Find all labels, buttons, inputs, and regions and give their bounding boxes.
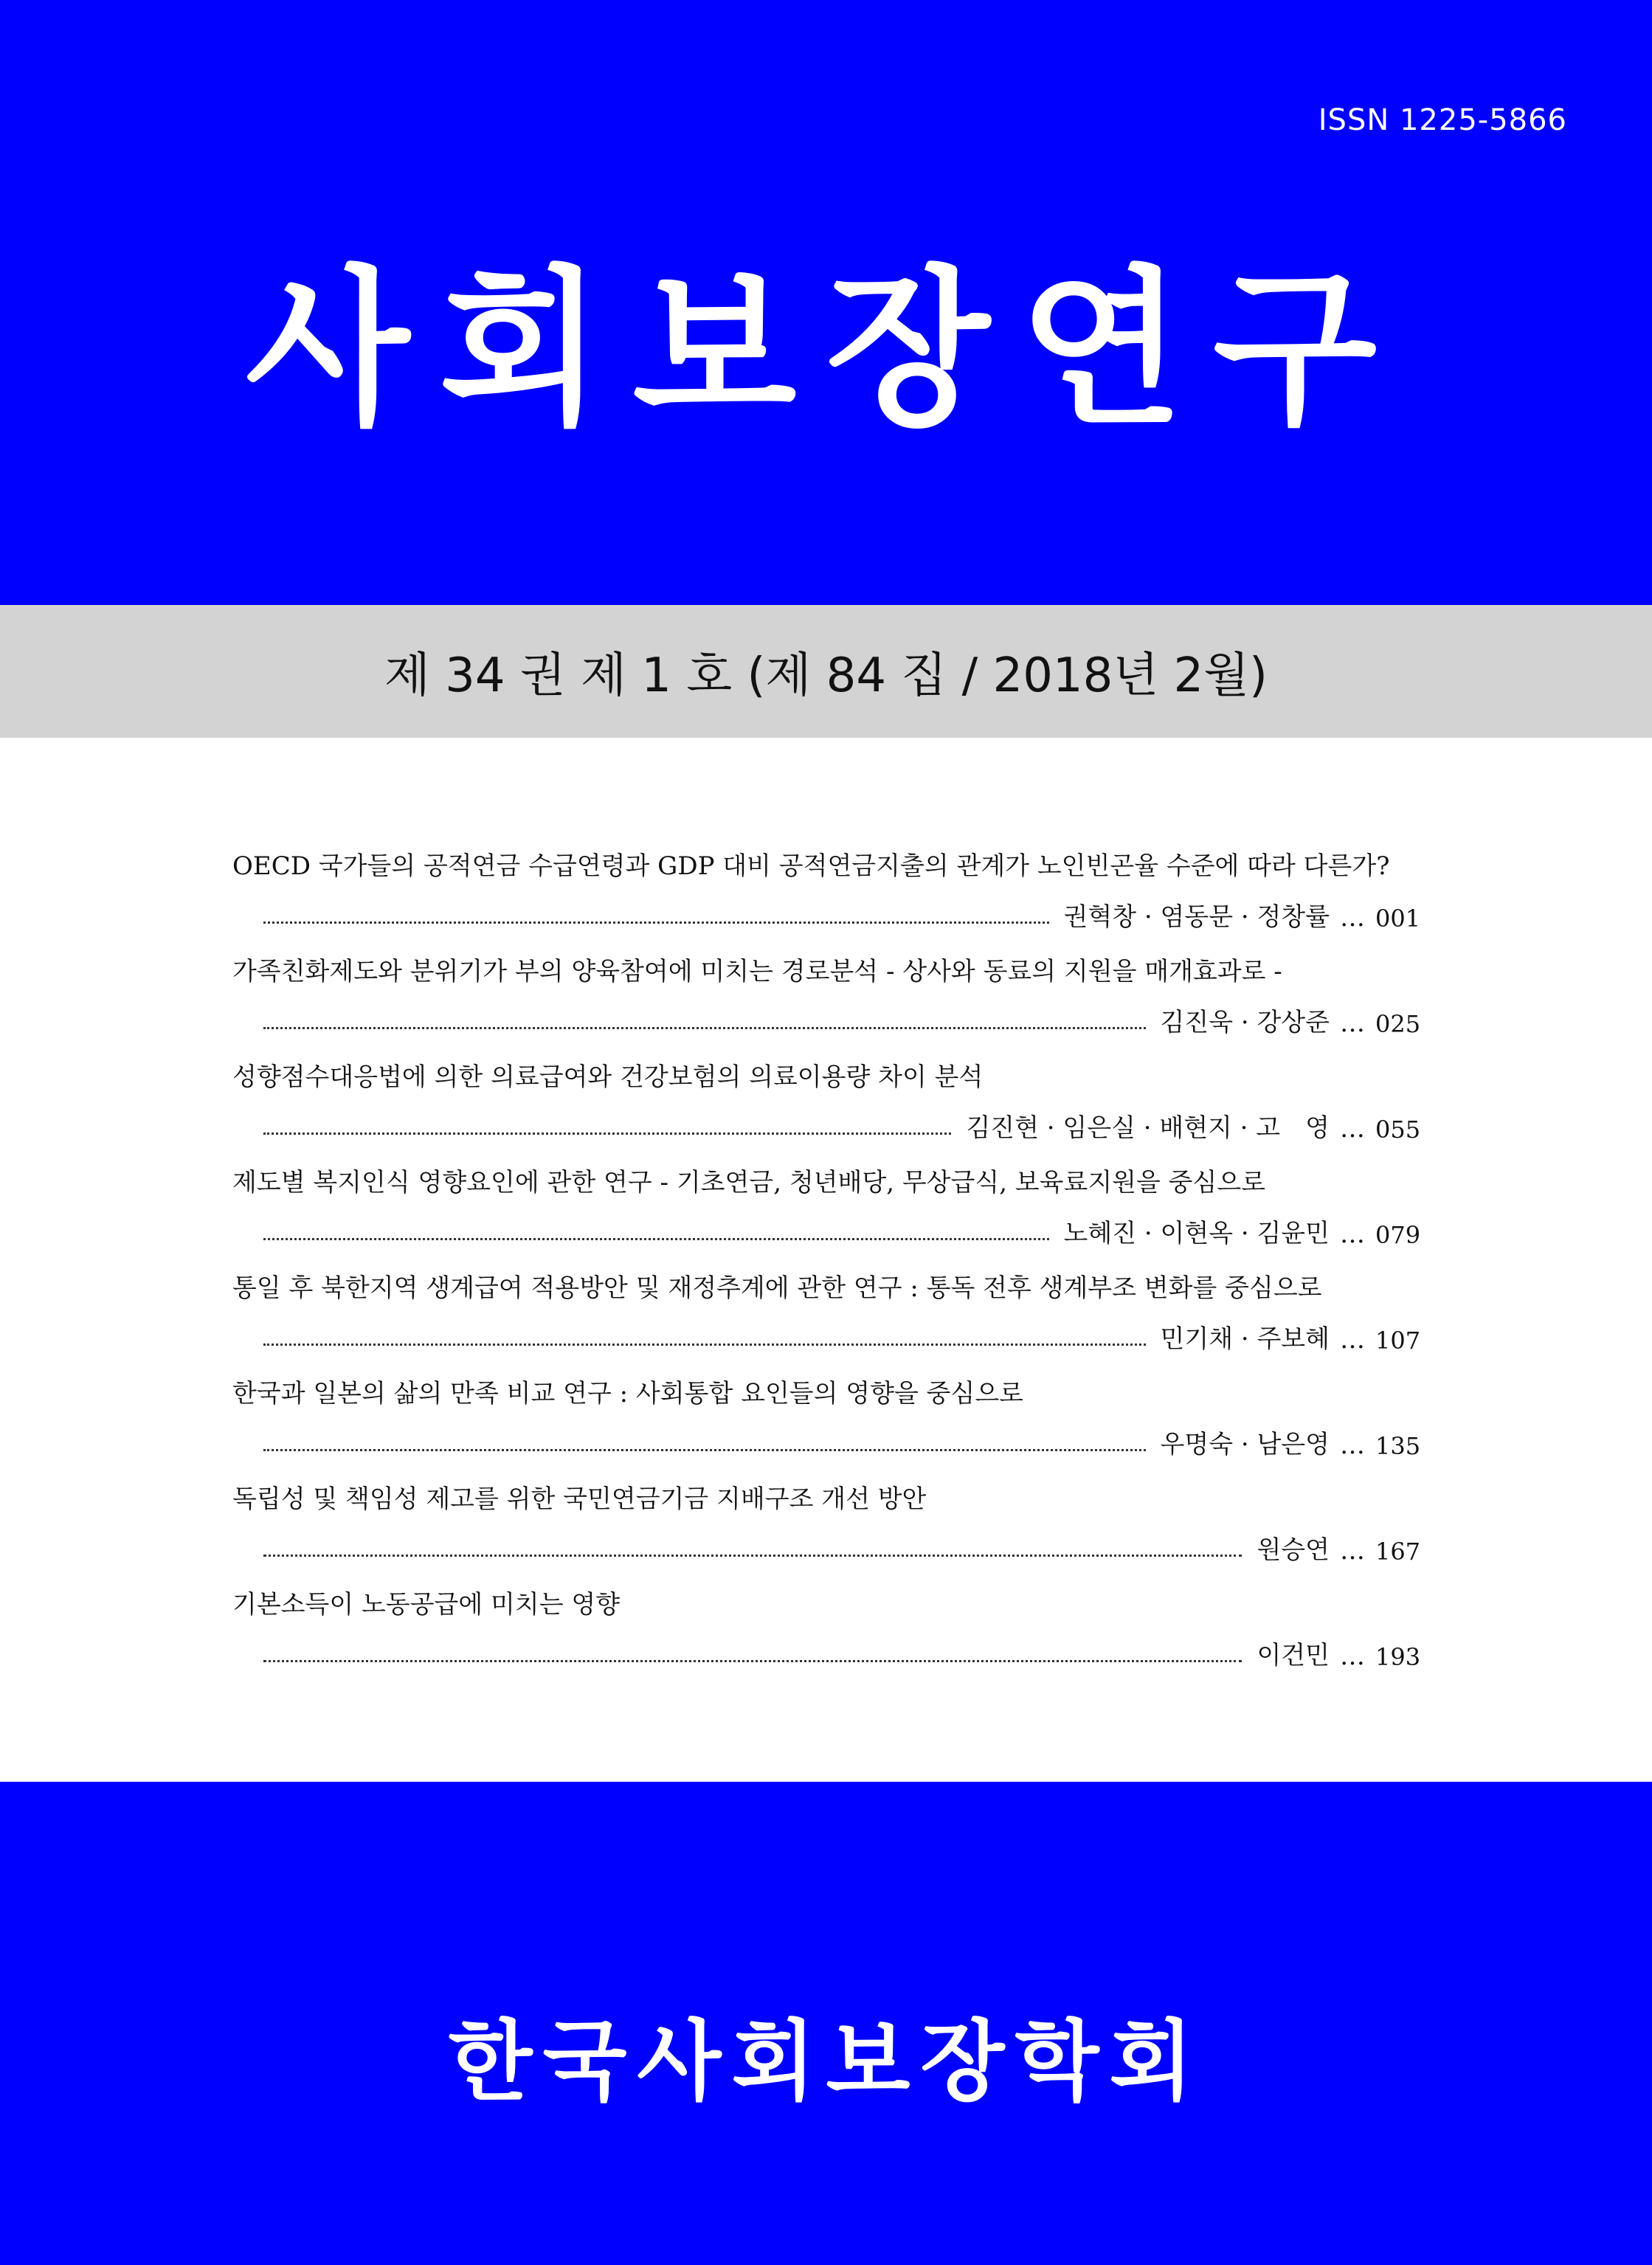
top-blue-band (0, 0, 1652, 605)
toc-entry[interactable] (232, 1059, 1421, 1165)
journal-title: 사회보장연구 (245, 252, 1407, 449)
toc-entry-line (263, 1212, 1421, 1249)
leader-ellipsis: … (1340, 1536, 1365, 1566)
toc-entry-line (263, 896, 1421, 933)
leader-ellipsis: … (1340, 1220, 1365, 1249)
leader-ellipsis: … (1340, 1009, 1365, 1038)
toc-entry-title: 한국과 일본의 삶의 만족 비교 연구 : 사회통합 요인들의 영향을 중심으로 (232, 1379, 1024, 1408)
toc-entry-authors: 김진욱 · 강상준 (1160, 1008, 1330, 1037)
toc-entry-authors: 민기채 · 주보혜 (1160, 1324, 1330, 1354)
dot-leader (263, 1238, 1049, 1240)
toc-entry[interactable] (232, 1376, 1421, 1481)
dot-leader (263, 1449, 1146, 1451)
toc-entry-authors: 이건민 (1257, 1641, 1330, 1670)
toc-entry-authors: 김진현 · 임은실 · 배현지 · 고 영 (966, 1113, 1330, 1143)
toc-entry-line (263, 1318, 1421, 1355)
dot-leader (263, 1344, 1146, 1346)
toc-entry[interactable] (232, 1270, 1421, 1376)
issue-info: 제 34 권 제 1 호 (제 84 집 / 2018년 2월) (384, 649, 1268, 703)
toc-entry-title: OECD 국가들의 공적연금 수급연령과 GDP 대비 공적연금지출의 관계가 노인빈곤율 수준에 따라 다른가? (232, 851, 1390, 881)
toc-entry-title: 독립성 및 책임성 제고를 위한 국민연금기금 지배구조 개선 방안 (232, 1484, 927, 1514)
toc-entry-page: 001 (1375, 905, 1421, 933)
table-of-contents (232, 848, 1421, 1692)
toc-entry[interactable] (232, 848, 1421, 954)
toc-entry-title: 제도별 복지인식 영향요인에 관한 연구 - 기초연금, 청년배당, 무상급식, 보육료지원을 중심으로 (232, 1168, 1266, 1197)
toc-entry-page: 079 (1375, 1221, 1421, 1249)
toc-entry-page: 167 (1375, 1538, 1421, 1566)
issue-band (0, 605, 1652, 738)
toc-entry-title: 기본소득이 노동공급에 미치는 영향 (232, 1590, 621, 1619)
toc-entry-page: 193 (1375, 1643, 1421, 1671)
toc-entry-line (263, 1529, 1421, 1566)
issn-label: ISSN 1225-5866 (1318, 103, 1567, 137)
leader-ellipsis: … (1340, 1431, 1365, 1460)
toc-entry-title: 가족친화제도와 분위기가 부의 양육참여에 미치는 경로분석 - 상사와 동료의 지원을 매개효과로 - (232, 957, 1282, 986)
toc-entry-page: 135 (1375, 1432, 1421, 1460)
toc-entry[interactable] (232, 1481, 1421, 1587)
dot-leader (263, 1132, 951, 1135)
dot-leader (263, 1555, 1242, 1557)
toc-entry[interactable] (232, 954, 1421, 1059)
publisher-name: 한국사회보장학회 (448, 2010, 1204, 2112)
dot-leader (263, 921, 1049, 924)
toc-entry-line (263, 1107, 1421, 1144)
leader-ellipsis: … (1340, 1325, 1365, 1355)
toc-entry-authors: 원승연 (1257, 1535, 1330, 1565)
toc-entry-page: 025 (1375, 1010, 1421, 1038)
toc-entry-authors: 권혁창 · 염동문 · 정창률 (1063, 902, 1330, 932)
toc-entry[interactable] (232, 1587, 1421, 1692)
toc-entry-line (263, 1001, 1421, 1038)
dot-leader (263, 1027, 1146, 1029)
toc-entry-title: 통일 후 북한지역 생계급여 적용방안 및 재정추계에 관한 연구 : 통독 전후 생계부조 변화를 중심으로 (232, 1273, 1322, 1303)
leader-ellipsis: … (1340, 903, 1365, 933)
dot-leader (263, 1660, 1242, 1662)
toc-entry-authors: 우명숙 · 남은영 (1160, 1430, 1330, 1459)
toc-entry-title: 성향점수대응법에 의한 의료급여와 건강보험의 의료이용량 차이 분석 (232, 1062, 984, 1092)
toc-entry-line (263, 1634, 1421, 1671)
leader-ellipsis: … (1340, 1642, 1365, 1671)
leader-ellipsis: … (1340, 1114, 1365, 1144)
toc-entry-authors: 노혜진 · 이현옥 · 김윤민 (1063, 1219, 1330, 1248)
toc-entry[interactable] (232, 1165, 1421, 1270)
toc-entry-page: 107 (1375, 1327, 1421, 1355)
toc-entry-line (263, 1423, 1421, 1460)
toc-entry-page: 055 (1375, 1116, 1421, 1144)
